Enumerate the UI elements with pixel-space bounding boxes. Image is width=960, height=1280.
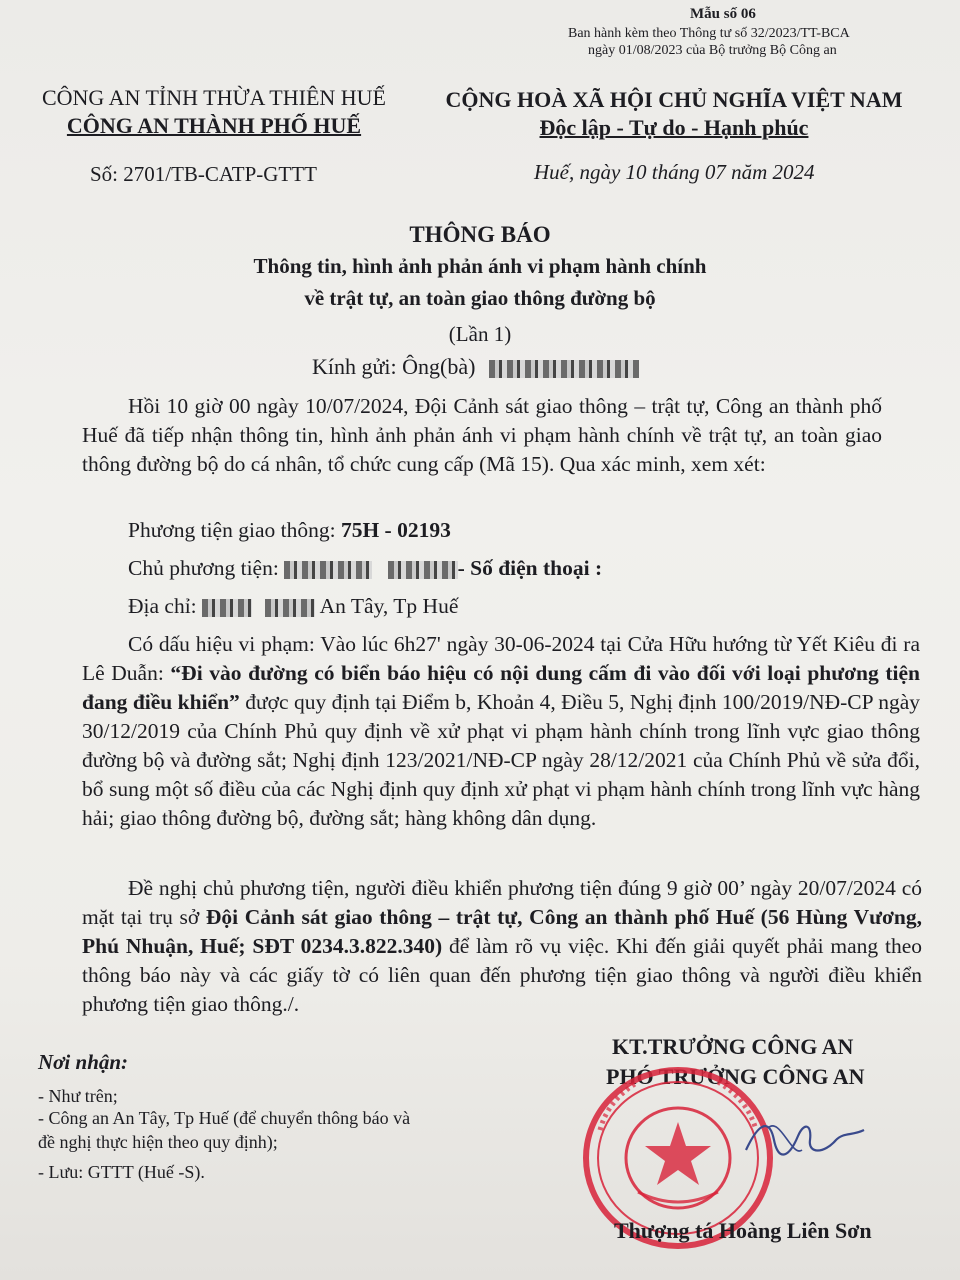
redacted-owner-2 [388,561,458,579]
request-office: Đội Cảnh sát giao thông – trật tự, Công an thành phố Huế (56 Hùng Vương, Phú Nhuận, Huế; SĐT 0234.3.822.340) [82,905,922,958]
violation-text-a: Có dấu hiệu vi phạm: Vào lúc 6h27' ngày 30-06-2024 tại Cửa Hữu hướng từ Yết Kiêu đi ra Lê Duẫn: [82,632,920,685]
agency-header [30,84,398,140]
country-name: CỘNG HOÀ XÃ HỘI CHỦ NGHĨA VIỆT NAM [445,87,903,112]
document-subtitle-2: về trật tự, an toàn giao thông đường bộ [304,286,656,310]
issuing-agency: CÔNG AN THÀNH PHỐ HUẾ [66,113,362,138]
violation-text-b: được quy định tại Điểm b, Khoản 4, Điều 5, Nghị định 100/2019/NĐ-CP ngày 30/12/2019 của Chính Phủ quy định về xử phạt vi phạm hành chính trong lĩnh vực giao thông đường bộ và đường sắt; Nghị định 123/2021/NĐ-CP ngày 28/12/2021 của Chính Phủ về sửa đổi, bổ sung một số điều của các Nghị định quy định xử phạt vi phạm hành chính trong lĩnh vực hàng hải; giao thông đường bộ, đường sắt; hàng không dân dụng. [82,690,920,830]
place-date: Huế, ngày 10 tháng 07 năm 2024 [534,160,815,184]
recipient-line [312,354,639,380]
handwritten-signature [740,1110,870,1170]
address-row [128,594,458,619]
seal-star-icon [645,1122,711,1185]
receivers-title: Nơi nhận: [38,1050,129,1074]
document-number: Số: 2701/TB-CATP-GTTT [90,162,317,186]
request-text-b: để làm rõ vụ việc. Khi đến giải quyết phải mang theo thông báo này và các giấy tờ có liên quan đến phương tiện giao thông và người điều khiển phương tiện giao thông./. [82,934,922,1016]
notice-round: (Lần 1) [448,322,512,346]
signature-authority: KT.TRƯỞNG CÔNG AN [612,1034,854,1059]
parent-agency: CÔNG AN TỈNH THỪA THIÊN HUẾ [41,85,386,110]
national-header [428,86,920,142]
paragraph-violation [82,630,920,833]
phone-label: - Số điện thoại : [457,556,603,580]
form-regulation-date: ngày 01/08/2023 của Bộ trưởng Bộ Công an [588,43,837,58]
redacted-owner-1 [284,561,372,579]
redacted-name [489,360,639,378]
document-title: THÔNG BÁO [409,222,551,247]
owner-row [128,556,602,581]
vehicle-label: Phương tiện giao thông: [128,518,341,542]
form-regulation-line: Ban hành kèm theo Thông tư số 32/2023/TT-BCA [568,26,850,41]
address-label: Địa chỉ: [128,594,203,618]
vehicle-plate: 75H - 02193 [340,518,451,542]
form-number: Mẫu số 06 [690,6,756,22]
document-subtitle-1: Thông tin, hình ảnh phản ánh vi phạm hành chính [253,254,707,278]
national-motto: Độc lập - Tự do - Hạnh phúc [539,115,809,140]
signer-name: Thượng tá Hoàng Liên Sơn [614,1218,872,1243]
receiver-item: - Như trên; [38,1086,118,1106]
violation-description: “Đi vào đường có biển báo hiệu có nội dung cấm đi vào đối với loại phương tiện đang điều khiển” [82,661,920,714]
signature-title: PHÓ TRƯỞNG CÔNG AN [606,1064,865,1089]
vehicle-row [128,518,451,543]
address-tail: An Tây, Tp Huế [319,594,459,618]
receiver-item: - Công an An Tây, Tp Huế (để chuyển thông báo và [38,1108,411,1128]
request-text-a: Đề nghị chủ phương tiện, người điều khiển phương tiện đúng 9 giờ 00’ ngày 20/07/2024 có mặt tại trụ sở [82,876,922,929]
paragraph-intro: Hồi 10 giờ 00 ngày 10/07/2024, Đội Cảnh sát giao thông – trật tự, Công an thành phố Huế đã tiếp nhận thông tin, hình ảnh phản ánh vi phạm hành chính về trật tự, an toàn giao thông đường bộ do cá nhân, tổ chức cung cấp (Mã 15). Qua xác minh, xem xét: [82,394,882,476]
redacted-address-2 [265,599,315,617]
receiver-item: đề nghị thực hiện theo quy định); [38,1132,278,1152]
recipient-label: Kính gửi: Ông(bà) [312,354,476,379]
owner-label: Chủ phương tiện: [128,556,285,580]
redacted-address-1 [202,599,252,617]
receiver-item: - Lưu: GTTT (Huế -S). [38,1162,205,1182]
paragraph-request [82,874,922,1019]
